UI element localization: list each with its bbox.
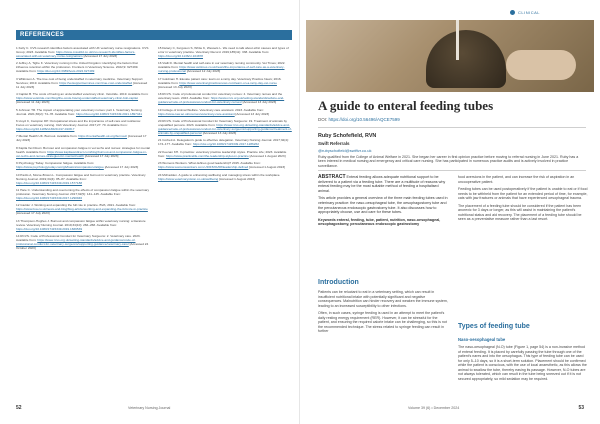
reference-link[interactable]: https://www.rcvs.org.uk/setting-standards/advice-and-guidance/code-of-professional-conduct-for-veterinary-nurses/ [158,96,285,105]
reference-accessed: [Accessed 17 July 2023] [16,134,147,143]
section-tag-label: CLINICAL [518,10,541,15]
abstract-p2: This article provides a general overview of the three main feeding tubes used in veterinary practice: the naso-oesophageal tube, the oesophagostomy tube and the percutaneous endoscopic gastrostomy tube. It also discusses how to appropriately choose, use and care for these tubes. [318,196,448,215]
abstract-label: ABSTRACT [318,174,346,180]
reference-item [158,173,292,181]
reference-text: 8 Kapila Vet Direct. Burnout and compassion fatigue in vet techs and nurses: strategies for mental health. Available from: [16,145,150,154]
reference-text: 4 Capilet B. The costs of having an understaffed veterinary clinic. Vetstride. 2019. Available from: [16,92,149,97]
reference-accessed: [Accessed 12 July 2023] [185,69,221,74]
reference-link[interactable]: https://doi.org/10.3389/fvets.2022.927499 [37,69,95,74]
page-number-right: 53 [578,405,584,411]
reference-item [158,61,292,73]
reference-link[interactable]: https://www.kapilavetdirect.com/blog/burnout-and-compassion-fatigue-in-vet-techs-and-nurses-strategies-for-mental-health [16,149,147,158]
reference-link[interactable]: https://www.rcvs.org.uk/setting-standards/advice-and-guidance/code-of-professional-conduct-for-veterinary-surgeons/supporting-guidance/treatment-of-animals-by-unqualified-persons/ [158,122,292,135]
reference-accessed: [Accessed 17 July 2023] [16,211,50,216]
types-heading: Types of feeding tube [458,323,530,330]
references-heading: REFERENCES [16,30,292,40]
reference-text: 3 Wilkinson A. The true cost of being understaffed in veterinary medicine. Veterinary Support Services; 2019. Available from: [16,76,143,85]
reference-item [16,161,150,169]
reference-text: 2 Jeffrey A, Tighe K. Veterinary nursing in the United Kingdom: identifying the factors that influence retention within the profession. Frontiers in Veterinary Science. 2022;9: 927499. Available from: [16,61,139,74]
naso-heading: Naso-oesophageal tube [458,337,506,342]
body-p2: Feeding tubes can be used postoperatively if the patient is unable to eat or if food needs to be withheld from the patient for an extended period of time, for example, cats with jaw fractures or animals that have experienced oesophageal trauma. [458,187,588,200]
journal-issue-right: Volume 39 (6) • December 2024 [408,406,460,410]
reference-text: 12 Gielder J. Working and expanding the full role in practice. BVA; 2021. Available from: [16,203,137,208]
reference-item [16,134,150,142]
reference-item [16,46,150,58]
author-organisation: Swift Referrals [318,141,350,146]
intro-p2: Often, in such cases, syringe feeding is used in an attempt to meet the patient's daily resting energy requirement (RER). However, it can be stressful for the patient, and ensuring the required calorie intake can be challenging, so this is not the recommended technique. The stress related to syringe feeding can result in further [318,311,447,333]
article-title: A guide to enteral feeding tubes [318,98,494,113]
reference-item [16,188,150,200]
page-number-left: 52 [16,405,22,411]
reference-item [16,146,150,158]
reference-item [16,77,150,89]
reference-accessed: [Accessed 17 July 2023] [83,153,119,158]
reference-accessed: [Accessed 13 July 2023] [234,111,270,116]
reference-text: 10 Pavlis A, Morse-Brown L. Compassion fatigue and burnout in veterinary practice. Veterinary Nursing Journal. 2019;34(4): 85–87. Available from: [16,172,146,181]
author-email[interactable]: @rubyschofield@swiftvr.co.uk [318,148,372,153]
reference-item [16,203,150,215]
reference-link[interactable]: https://doi.org/10.1080/17415349.2017.1286262 [192,142,259,147]
reference-link[interactable]: https://www.veterinaryvision.co.uk/wellbeing [158,176,219,181]
hand-figure [506,50,576,80]
reference-text: 14 RCVS. Code of Professional Conduct for Veterinary Surgeons: 2. Veterinary care. 2023. Available from: [16,234,141,243]
reference-text: 13 Thompson-Hughes J. Burnout and compassion fatigue within veterinary nursing: a literature review. Veterinary Nursing Journal. 2019;34(10): 266–268. Available from: [16,218,146,227]
reference-item [16,173,150,185]
reference-accessed: [Accessed 17 July 2023] [103,165,139,170]
reference-text: 15 Delacy C, Ferguson S, White K, Wessels L. We need to talk about ethic causes and types of error in veterinary practice. Veterinary Record. 2019;185(11): 338. Available from: [158,46,289,54]
reference-item [16,119,150,131]
introduction-body [318,290,450,337]
reference-item [16,219,150,231]
reference-item [16,234,150,250]
reference-link[interactable]: https://www.rcvs.org.uk/setting-standards/advice-and-guidance/code-of-professional-conduct-for-veterinary-surgeons/supporting-guidance/veterinary-care/ [16,238,136,247]
reference-link[interactable]: https://www.psychologytoday.com/gb/basics/compassion-fatigue [16,165,104,170]
reference-text: 16 Vialli D. Mental health and self-care in our veterinary nursing community. Vet Times; 2022. Available from: [158,61,286,70]
cat-figure [426,30,506,88]
reference-item [16,61,150,73]
section-tag [510,8,586,17]
reference-text: 17 Goldman H. Elevate patient care: learn on a rainy day. Veterinary Practice News; 2016. Available from: [158,76,282,85]
reference-item [158,46,292,58]
references-column-2 [158,46,292,184]
keywords: enteral, feeding, tube, patient, nutrition, naso-oesophageal, oesophagostomy, percutaneous endoscopic gastrostomy [318,217,441,227]
reference-text: 18 RCVS. Code of professional conduct for veterinary nurses: 4. Veterinary nurses and the veterinary team. 2023. Available from: [158,92,283,101]
references-column-1 [16,46,150,253]
body-p3: The placement of a feeding tube should be considered if the patient has been anorexic for 3 days or longer, as this will assist in maintaining the patient's nutritional status and aid recovery. The placement of a feeding tube should be seen as a preventative measure rather than a last resort. [458,203,582,221]
introduction-heading: Introduction [318,279,359,286]
divider [318,170,586,171]
reference-link[interactable]: https://mentalhealth-uk.org/burnout/ [78,134,128,139]
hero-photo [306,20,594,92]
reference-link[interactable]: https://www.vettimes.co.uk/news/the-importance-of-self-care-as-a-veterinary-nursing-professional [158,65,285,74]
reference-accessed: [Accessed 1 August 2023] [248,153,286,158]
reference-link[interactable]: https://www.bva.co.uk/news-and-blog/blog-article/working-and-expanding-the-full-role-in-practice [16,207,148,212]
divider [318,127,586,128]
body-p1: food aversions in the patient, and can increase the risk of aspiration in an uncooperative patient. [458,175,575,184]
reference-link[interactable]: https://www.practicelife.com/the-leadership-styles-in-practice [165,153,249,158]
reference-text: 1 Kelly C. CVS research identifies factors associated with UK veterinary nurse resignations. CVS Group; 2023. Available from: [16,46,149,54]
intro-p1: Patients can be reluctant to eat in a veterinary setting, which can result in insufficient nutritional intake with potentially significant and negative consequences. Malnutrition can hinder recovery and weaken the immune system, leading to an increased susceptibility to other infections. [318,290,448,308]
doi-prefix: DOI: [318,117,329,122]
reference-link[interactable]: https://vetsupportservices.com/true-cost-understaffed [59,80,133,85]
reference-item [16,108,150,116]
reference-link[interactable]: https://doi.org/10.1080/17415349.2021.1897441 [75,111,143,116]
abstract-p1: Enteral feeding allows adequate nutritional support to be delivered to a patient via a feeding tube. There are a multitude of reasons why enteral feeding may be the most suitable method of feeding a hospitalised animal. [318,175,446,193]
right-column [458,175,588,225]
reference-text: 20 RCVS. Code of Professional Conduct for Veterinary Surgeons: 19. Treatment of animals by unqualified persons. 2023. Available from: [158,118,287,127]
reference-accessed: [Accessed 11 July 2023] [16,100,50,105]
reference-accessed: [Accessed 1 August 2023] [248,165,285,170]
section-dot-icon [510,10,515,15]
abstract [318,175,450,230]
reference-item [16,92,150,104]
doi-line [318,117,400,122]
reference-link[interactable]: https://www.caw.ac.uk/courses/veterinary-care-assistant [158,111,235,116]
reference-text: 7 Mental Health UK. Burnout. Available from: [16,134,79,139]
doi-link[interactable]: https://doi.org/10.56496/AQCE7599 [328,117,400,122]
naso-body: The naso-oesophageal (N-O) tube (Figure 1, page 54) is a non-invasive method of enteral feeding. It is placed by carefully passing the tube through one of the patient's nares and into the oesophagus. This type of feeding tube can be used for only 5–10 days, so it is a short-term solution. Placement should be confirmed while the patient is conscious, with the use of local anaesthetic, as this allows the animal to swallow the tube, thereby easing its passage. However, N-O tubes are not always tolerated, which can result in the tube being sneezed out if it is not secured appropriately, so mild sedation may be required. [458,345,587,381]
reference-item [158,150,292,158]
reference-item [158,108,292,116]
reference-item [158,92,292,104]
reference-item [158,138,292,146]
reference-link[interactable]: https://doi.org/10.1080/17415349.2019.1577188 [16,180,83,185]
journal-name-left: Veterinary Nursing Journal [128,406,171,410]
reference-accessed: [Accessed 17 July 2023] [82,54,118,58]
reference-item [158,77,292,89]
reference-link[interactable]: https://www.womensworkers.com/-/2015/01/08/leadership-defined [158,165,249,170]
reference-accessed: [Accessed 13 July 2023] [201,130,237,135]
keywords-label: Keywords [318,217,336,222]
author-bio: Ruby qualified from the College of Animal Welfare in 2021. She began her career in first opinion practice before moving to referral nursing in June 2021. Ruby has a keen interest in medical nursing and emergency and critical care nursing. She has participated in numerous practice audits and is actively involved in practice surveillance. [318,155,579,168]
reference-link[interactable]: https://doi.org/10.1080/17415349.2019.1669539 [16,226,83,231]
reference-accessed: [Accessed 1 August 2023] [218,176,255,181]
reference-text: 5 Johnson TR. The impact of appreciating your veterinary nurses: part 1. Veterinary Nursing Journal. 2021;36(2): 74–78. Available from: [16,107,142,116]
reference-link[interactable]: https://doi.org/10.1080/17415349.2017.1290946 [16,195,83,200]
reference-accessed: [Accessed 13 July 2023] [158,84,192,89]
reference-text: 19 College of Animal Welfare. Veterinary care assistant. 2023. Available from: [158,107,264,112]
reference-text: 21 Corbett A. Delegation's guide to effective delegation. Veterinary Nursing Journal. 2017;32(4): 174–177. Available from: [158,138,289,147]
feeding-tube-figure [456,20,459,60]
reference-accessed: [Accessed 13 July 2023] [241,100,277,105]
reference-link[interactable]: https://www.cvsukltd.co.uk/cvs-research-identifies-factors-associated-with-uk-veterinary-nurse-resignations [16,50,136,58]
reference-text: 9 Psychology Today. Compassion fatigue. Available from: [16,161,95,166]
reference-link[interactable]: https://doi.org/10.1186/s13620-017-0108-7 [16,126,75,131]
reference-accessed: [Accessed 24 October 2023] [16,242,149,251]
reference-text: 23 Womens Workers. What defines good leadership? 2015. Available from: [158,161,261,166]
reference-link[interactable]: https://doi.org/10.1136/vr.104878 [158,54,204,58]
reference-link[interactable]: https://www.veterinarypracticenews.com/learn-on-a-rainy-day-vet-nurse [179,80,277,85]
reference-text: 24 McFadden. A guide to enhancing wellbeing and managing stress within the workplace. [158,172,281,177]
reference-text: 22 Keenan KH. In practice: veterinary practice leadership styles. Practice Life; 2023. Available from: [158,149,287,158]
reference-text: 11 Hare C. Understanding and overcoming the effects of compassion fatigue within the veterinary profession. Veterinary Nursing Journal. 2017;32(5): 141–145. Available from: [16,187,149,196]
author-name: Ruby Schofefield, RVN [318,133,377,139]
reference-item [158,119,292,135]
reference-text: 6 Lloyd C, Campion DP. Occupational stress and the importance of self-care and resilience: Focus on veterinary nursing. Irish Veterinary Journal. 2017;27: 70. Available from: [16,118,142,127]
reference-accessed: [Accessed 11 July 2023] [16,80,148,89]
reference-item [158,161,292,169]
reference-link[interactable]: https://www.vetstride.com/blog/the-costs-having-understaffed-veterinary-clinic-bolt-capilet [16,96,139,101]
